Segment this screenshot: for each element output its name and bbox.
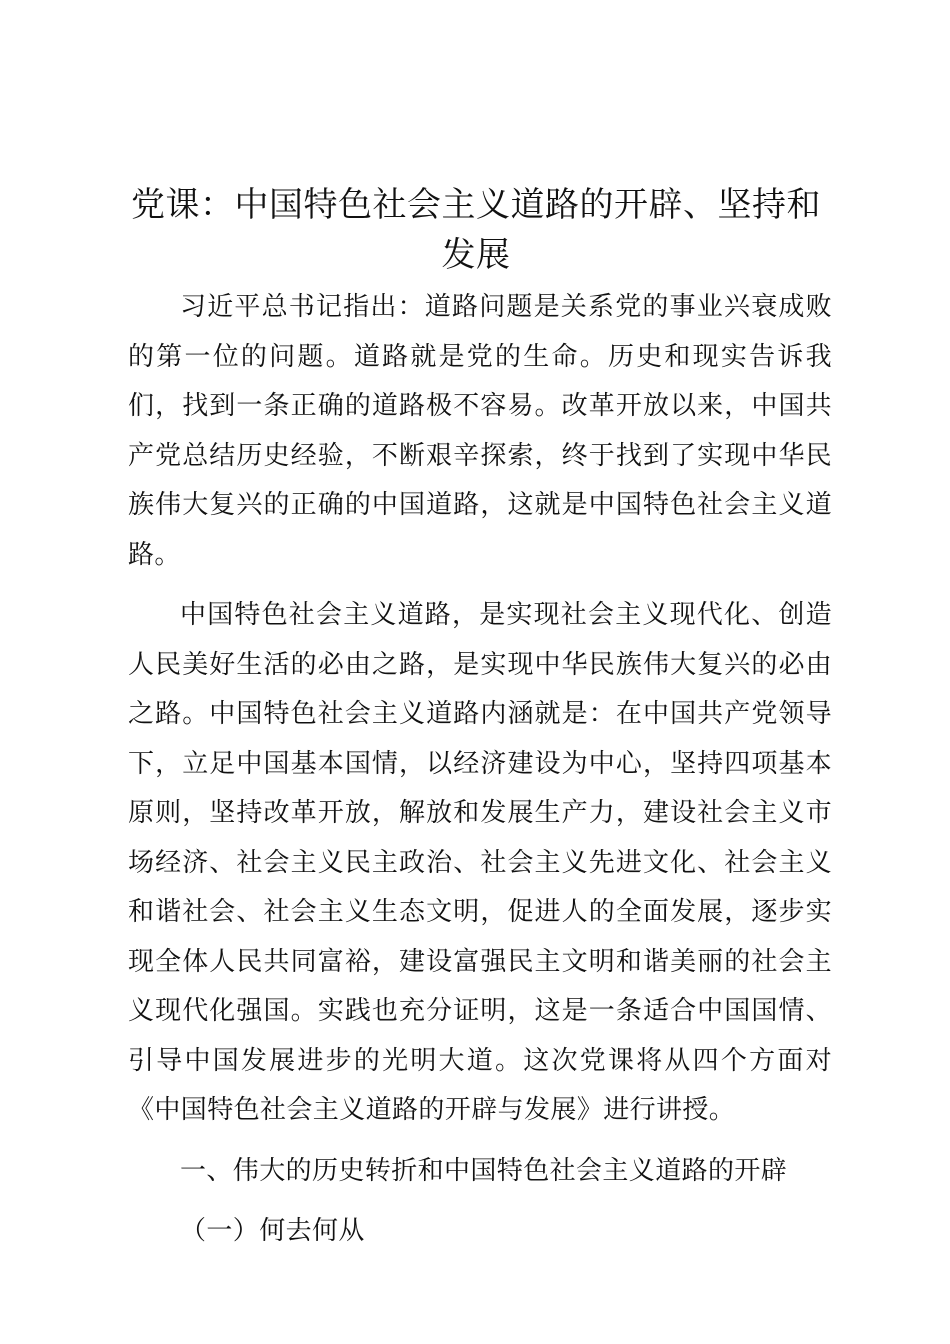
document-body [128,283,832,1257]
paragraph-2: 中国特色社会主义道路，是实现社会主义现代化、创造人民美好生活的必由之路，是实现中华民族伟大复兴的必由之路。中国特色社会主义道路内涵就是：在中国共产党领导下，立足中国基本国情，以经济建设为中心，坚持四项基本原则，坚持改革开放，解放和发展生产力，建设社会主义市场经济、社会主义民主政治、社会主义先进文化、社会主义和谐社会、社会主义生态文明，促进人的全面发展，逐步实现全体人民共同富裕，建设富强民主文明和谐美丽的社会主义现代化强国。实践也充分证明，这是一条适合中国国情、引导中国发展进步的光明大道。这次党课将从四个方面对《中国特色社会主义道路的开辟与发展》进行讲授。 [128,600,832,1125]
document-title: 党课：中国特色社会主义道路的开辟、坚持和发展 [131,185,821,275]
section-heading: 一、伟大的历史转折和中国特色社会主义道路的开辟 [180,1155,788,1186]
paragraph-1: 习近平总书记指出：道路问题是关系党的事业兴衰成败的第一位的问题。道路就是党的生命。历史和现实告诉我们，找到一条正确的道路极不容易。改革开放以来，中国共产党总结历史经验，不断艰辛探索，终于找到了实现中华民族伟大复兴的正确的中国道路，这就是中国特色社会主义道路。 [128,292,832,570]
subsection-heading: （一）何去何从 [180,1216,365,1246]
